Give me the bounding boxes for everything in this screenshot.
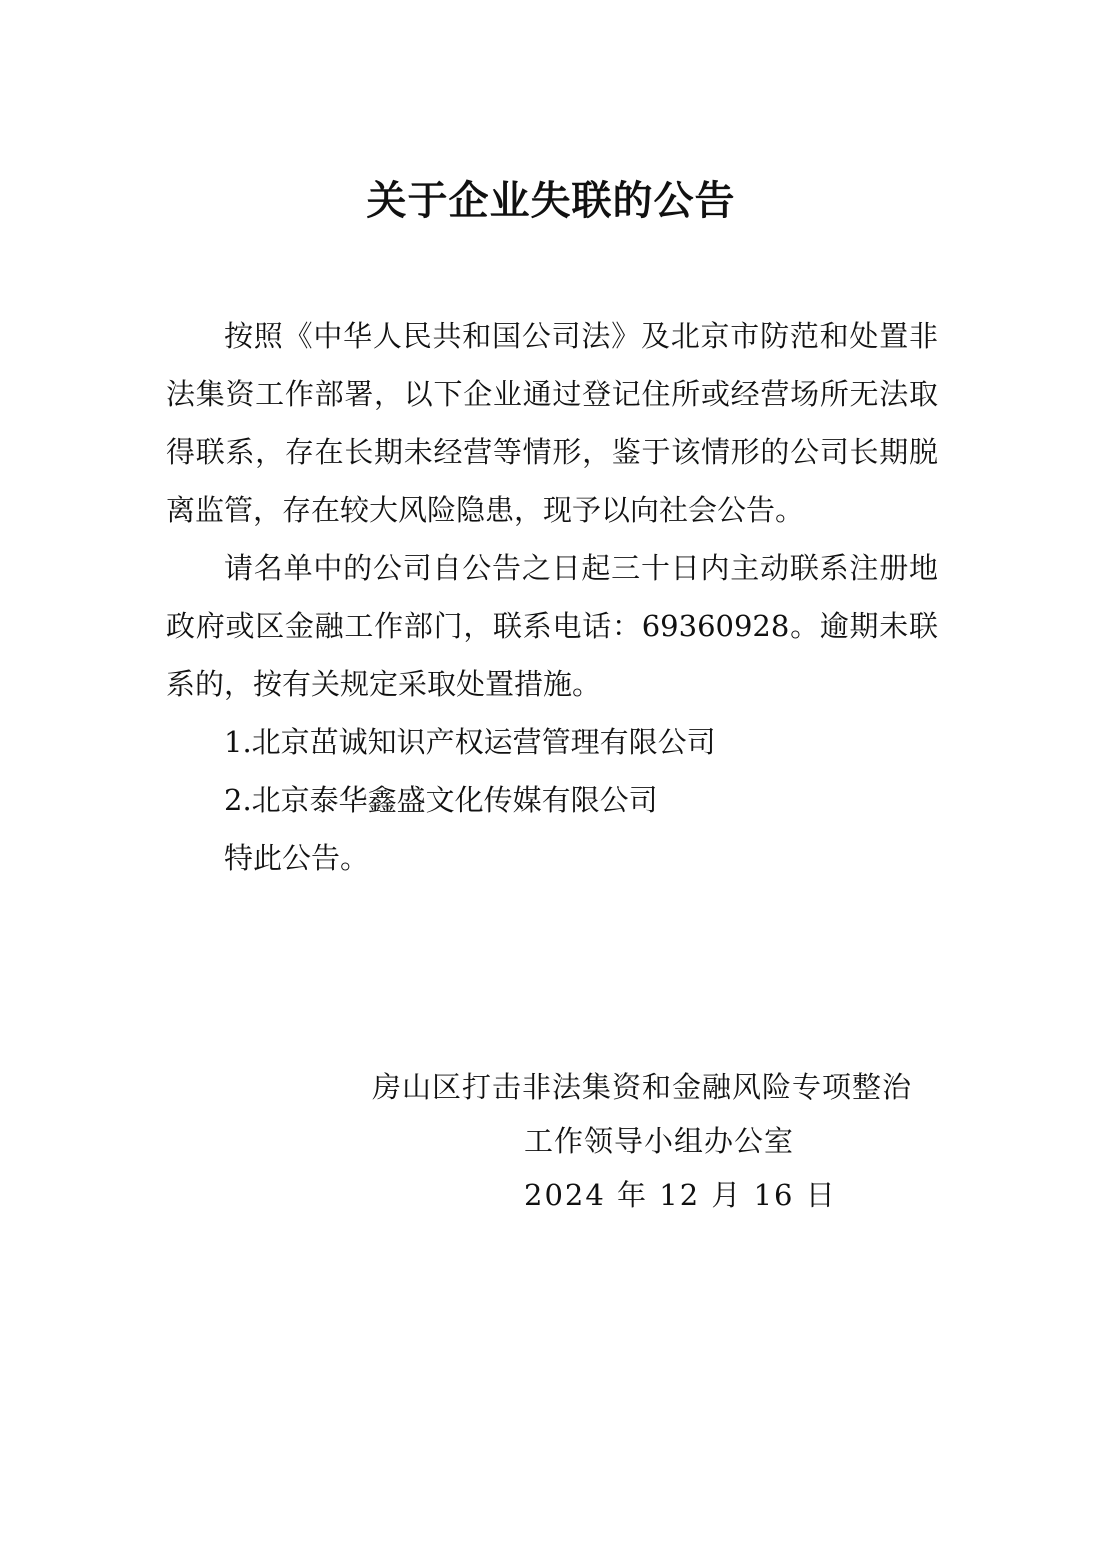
document-title: 关于企业失联的公告 (366, 176, 736, 224)
document-body (166, 307, 938, 887)
signature-organization: 房山区打击非法集资和金融风险专项整治 (372, 1070, 913, 1104)
body-paragraph-2: 请名单中的公司自公告之日起三十日内主动联系注册地政府或区金融工作部门，联系电话：69360928。逾期未联系的，按有关规定采取处置措施。 (166, 551, 938, 701)
company-list-item-2: 2.北京泰华鑫盛文化传媒有限公司 (224, 783, 658, 817)
company-list-item-1: 1.北京茁诚知识产权运营管理有限公司 (224, 725, 716, 759)
closing-statement: 特此公告。 (224, 841, 370, 875)
body-paragraph-1: 按照《中华人民共和国公司法》及北京市防范和处置非法集资工作部署，以下企业通过登记住所或经营场所无法取得联系，存在长期未经营等情形，鉴于该情形的公司长期脱离监管，存在较大风险隐患，现予以向社会公告。 (166, 319, 938, 527)
signature-date: 2024 年 12 月 16 日 (524, 1178, 837, 1212)
signature-sub-organization: 工作领导小组办公室 (524, 1124, 795, 1158)
